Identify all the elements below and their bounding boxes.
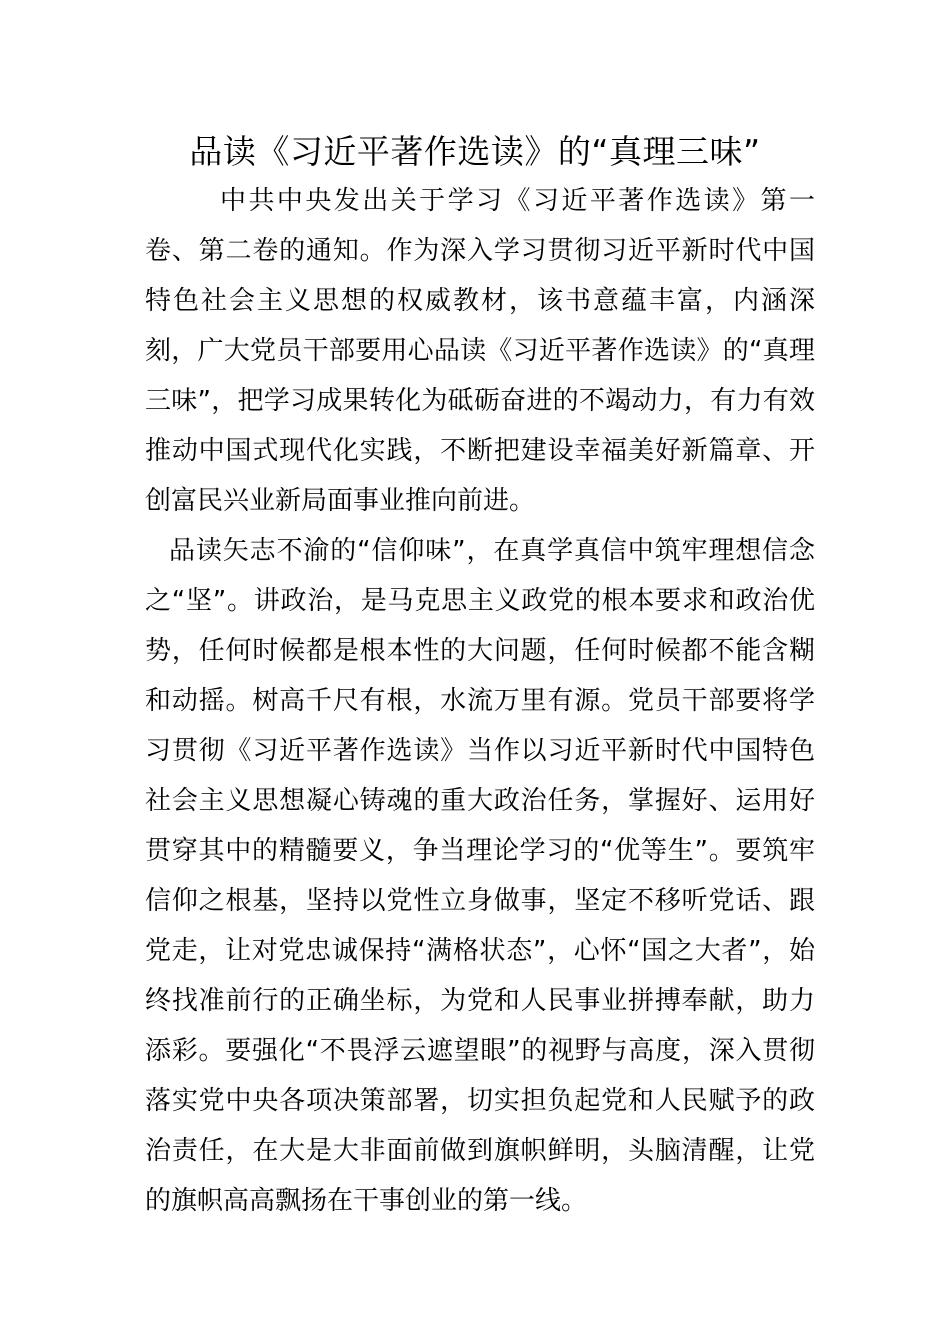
paragraph-faith: 品读矢志不渝的“信仰味”，在真学真信中筑牢理想信念之“坚”。讲政治，是马克思主义政党的根本要求和政治优势，任何时候都是根本性的大问题，任何时候都不能含糊和动摇。树高千尺有根，水流万里有源。党员干部要将学习贯彻《习近平著作选读》当作以习近平新时代中国特色社会主义思想凝心铸魂的重大政治任务，掌握好、运用好贯穿其中的精髓要义，争当理论学习的“优等生”。要筑牢信仰之根基，坚持以党性立身做事，坚定不移听党话、跟党走，让对党忠诚保持“满格状态”，心怀“国之大者”，始终找准前行的正确坐标，为党和人民事业拼搏奉献，助力添彩。要强化“不畏浮云遮望眼”的视野与高度，深入贯彻落实党中央各项决策部署，切实担负起党和人民赋予的政治责任，在大是大非面前做到旗帜鲜明，头脑清醒，让党的旗帜高高飘扬在干事创业的第一线。 [145,536,815,1216]
document-title: 品读《习近平著作选读》的“真理三味” [189,132,761,171]
paragraph-intro: 中共中央发出关于学习《习近平著作选读》第一卷、第二卷的通知。作为深入学习贯彻习近平新时代中国特色社会主义思想的权威教材，该书意蕴丰富，内涵深刻，广大党员干部要用心品读《习近平著作选读》的“真理三味”，把学习成果转化为砥砺奋进的不竭动力，有力有效推动中国式现代化实践，不断把建设幸福美好新篇章、开创富民兴业新局面事业推向前进。 [145,186,815,516]
